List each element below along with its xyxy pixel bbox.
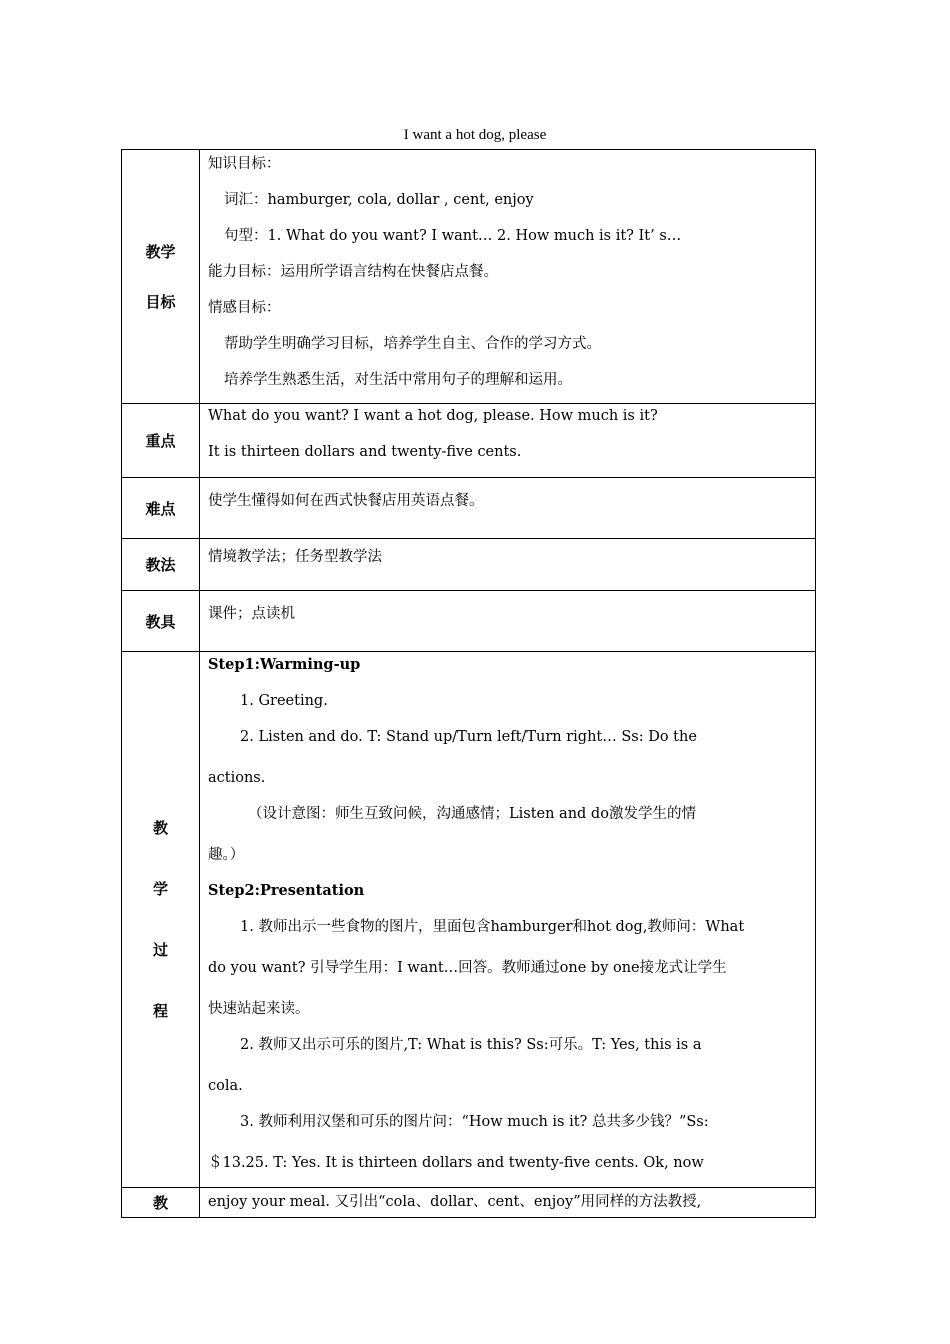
objectives-content: 知识目标： 词汇：hamburger, cola, dollar , cent, enjoy 句型：1. What do you want? I want… 2. How much is it? It’ s… 能力目标：运用所学语言结构在快餐店点餐。 情感目标： 帮助学生明确学习目标，培养学生自主、合作的学习方式。 培养学生熟悉生活，对生活中常用句子的理解和运用。 — [200, 150, 816, 404]
document-title: I want a hot dog, please — [403, 127, 547, 143]
objectives-label: 教学 目标 — [122, 150, 200, 404]
tools-label: 教具 — [122, 591, 200, 652]
process-continued-row — [122, 1188, 816, 1218]
difficulties-row — [122, 478, 816, 539]
process-content: Step1:Warming-up 1. Greeting. 2. Listen and do. T: Stand up/Turn left/Turn right… Ss: Do the actions. （设计意图：师生互致问候，沟通感情；Listen and do激发学生的情 趣。） Step2:Presentation 1. 教师出示一些食物的图片，里面包含hamburger和hot dog,教师问：What do you want? 引导学生用：I want…回答。教师通过one by one接龙式让学生 快速站起来读。 2. 教师又出示可乐的图片,T: What is this? Ss:可乐。T: Yes, this is a cola. 3. 教师利用汉堡和可乐的图片问：“How much is it? 总共多少钱？”Ss: ＄13.25. T: Yes. It is thirteen dollars and twenty-five cents. Ok, now — [200, 652, 816, 1188]
methods-row — [122, 539, 816, 591]
process-continued-content: enjoy your meal. 又引出“cola、dollar、cent、enjoy”用同样的方法教授, — [200, 1188, 816, 1218]
key-points-content: What do you want? I want a hot dog, please. How much is it? It is thirteen dollars and twenty-five cents. — [200, 404, 816, 478]
tools-content: 课件；点读机 — [200, 591, 816, 652]
process-label: 教 学 过 程 — [122, 652, 200, 1188]
difficulties-content: 使学生懂得如何在西式快餐店用英语点餐。 — [200, 478, 816, 539]
difficulties-label: 难点 — [122, 478, 200, 539]
key-points-label: 重点 — [122, 404, 200, 478]
lesson-plan-table — [121, 149, 816, 1218]
tools-row — [122, 591, 816, 652]
objectives-row — [122, 150, 816, 404]
process-row — [122, 652, 816, 1188]
key-points-row — [122, 404, 816, 478]
process-continued-label: 教 — [122, 1188, 200, 1218]
methods-content: 情境教学法；任务型教学法 — [200, 539, 816, 591]
methods-label: 教法 — [122, 539, 200, 591]
